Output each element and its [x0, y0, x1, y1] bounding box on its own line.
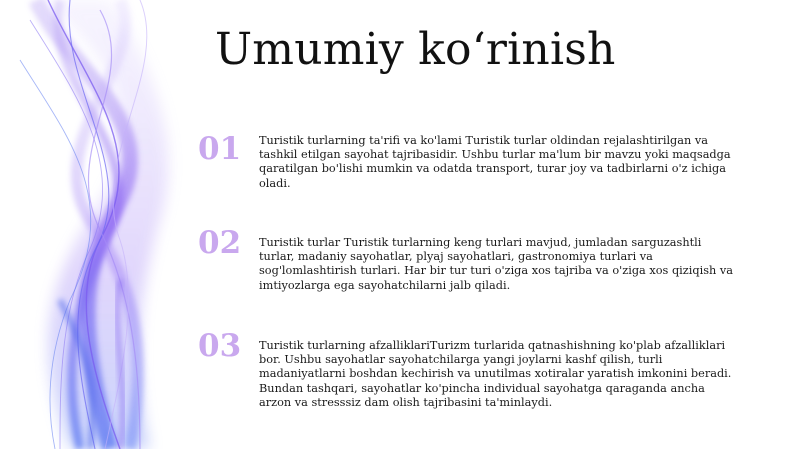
item-number-01: 01 — [198, 131, 242, 167]
slide-title: Umumiy ko‘rinish — [215, 24, 616, 75]
item-text-03: Turistik turlarning afzalliklariTurizm turlarida qatnashishning ko'plab afzalliklari bor. Ushbu sayohatlar sayohatchilarga yangi joylarni kashf qilish, turli madaniyatlarni boshdan kechirish va unutilmas xotiralar yaratish imkonini beradi. Bundan tashqari, sayohatlar ko'pincha individual sayohatga qaraganda ancha arzon va stresssiz dam olish tajribasini ta'minlaydi. — [259, 339, 732, 409]
item-number-03: 03 — [198, 328, 242, 364]
decorative-smoke-ribbon — [0, 0, 200, 449]
item-text-02: Turistik turlar Turistik turlarning keng turlari mavjud, jumladan sarguzashtli turlar, madaniy sayohatlar, plyaj sayohatlari, gastronomiya turlari va sog'lomlashtirish turlari. Har bir tur turi o'ziga xos tajriba va o'ziga xos qiziqish va imtiyozlarga ega sayohatchilarni jalb qiladi. — [259, 236, 733, 292]
item-number-02: 02 — [198, 225, 242, 261]
item-text-01: Turistik turlarning ta'rifi va ko'lami Turistik turlar oldindan rejalashtirilgan va tashkil etilgan sayohat tajribasidir. Ushbu turlar ma'lum bir mavzu yoki maqsadga qaratilgan bo'lishi mumkin va odatda transport, turar joy va tadbirlarni o'z ichiga oladi. — [259, 134, 731, 190]
